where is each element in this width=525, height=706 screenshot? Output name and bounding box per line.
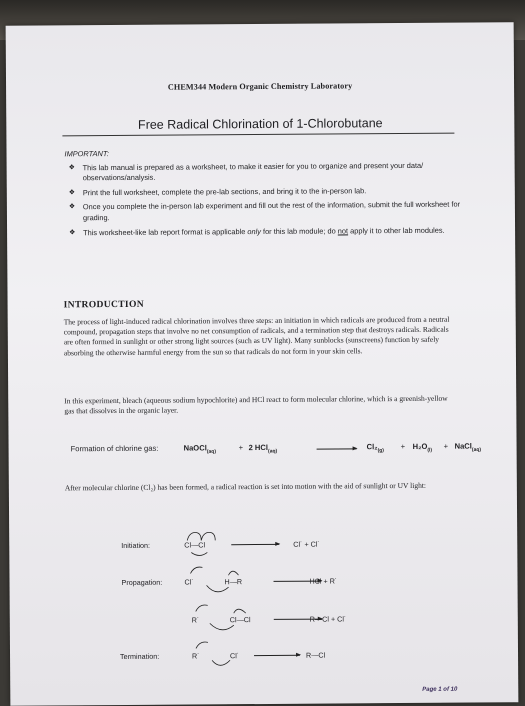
chlorine-formation-equation (71, 441, 491, 458)
reaction-arrow (317, 448, 357, 449)
introduction-heading: INTRODUCTION (63, 298, 144, 311)
product-nacl: NaCl$_{(aq)}$ (454, 441, 482, 454)
plus-sign: + (400, 442, 406, 452)
course-header: CHEM344 Modern Organic Chemistry Laboratory (167, 81, 353, 92)
propagation-products-2: R—Cl + Cl˙ (309, 614, 347, 624)
experiment-paragraph: In this experiment, bleach (aqueous sodium hypochlorite) and HCl react to form molecular chlorine, which is a greenish-yellow gas that dissolves in the organic layer. (64, 393, 448, 416)
termination-product: R—Cl (306, 650, 326, 660)
diamond-bullet-icon: ❖ (68, 189, 76, 197)
initiation-label: Initiation: (121, 540, 151, 550)
curved-arrow-icon (190, 634, 250, 674)
reactant-hcl: 2 HCl$_{(aq)}$ (248, 442, 278, 455)
equation-label: Formation of chlorine gas: (70, 443, 159, 454)
diamond-bullet-icon: ❖ (68, 163, 75, 171)
page-title: Free Radical Chlorination of 1-Chlorobutane (137, 116, 383, 132)
plus-sign: + (443, 441, 449, 451)
propagation-radical-r: R˙ (191, 615, 200, 625)
worksheet-page (6, 22, 519, 706)
termination-radical-r: R˙ (192, 651, 200, 661)
curved-arrow-icon (184, 559, 254, 599)
initiation-arrow (231, 544, 279, 545)
termination-label: Termination: (120, 651, 160, 661)
plus-sign: + (238, 443, 244, 453)
important-bullet: ❖ This worksheet-like lab report format is applicable only for this lab module; do not apply it to other lab modules. (69, 225, 445, 237)
propagation-reactant-hr: H—R (224, 577, 243, 587)
reactant-naocl: NaOCl$_{(aq)}$ (183, 443, 217, 455)
title-divider (62, 133, 454, 137)
important-label: IMPORTANT: (64, 149, 109, 159)
important-section (64, 147, 465, 243)
propagation-label: Propagation: (121, 577, 163, 587)
important-bullet: ❖ Once you complete the in-person lab experiment and fill out the rest of the information, submit the full worksheet for grading. (68, 199, 461, 223)
diamond-bullet-icon: ❖ (68, 203, 76, 211)
termination-arrow (254, 655, 300, 656)
initiation-products: Cl˙ + Cl˙ (293, 539, 320, 549)
propagation-radical-cl: Cl˙ (184, 577, 194, 587)
diamond-bullet-icon: ❖ (69, 228, 76, 236)
important-bullet: ❖ This lab manual is prepared as a worksheet, to make it easier for you to organize and present your data/ observations/analysis. (68, 160, 424, 183)
initiation-reactant: Cl—Cl (184, 540, 206, 550)
important-bullet: ❖ Print the full worksheet, complete the pre-lab sections, and bring it to the in-person lab. (68, 186, 367, 198)
mechanism-intro-paragraph: After molecular chlorine (Cl₂) has been formed, a radical reaction is set into motion with the aid of sunlight or UV light: (64, 480, 427, 493)
product-cl2: $Cl_2_{(g)}$ (366, 442, 384, 454)
curved-arrow-icon (190, 597, 260, 637)
intro-paragraph: The process of light-induced radical chlorination involves three steps: an initiation in which radicals are produced from a neutral compound, propagation steps that involve no net consumption of radicals, and a termination step that destroys radicals. Radicals are often formed in sunlight or other strong light sources (such as UV light). Many sunblocks (sunscreens) function by safely absorbing the otherwise harmful energy from the sun so that radicals do not form in your skin cells. (63, 314, 450, 357)
propagation-products-1: HCl + R˙ (309, 576, 338, 586)
curved-arrow-icon (181, 524, 221, 560)
page-number: Page 1 of 10 (422, 686, 458, 693)
propagation-reactant-cl2: Cl—Cl (229, 615, 251, 625)
termination-radical-cl: Cl˙ (230, 651, 240, 661)
product-water: $H_2O_{(l)}$ (412, 441, 433, 454)
